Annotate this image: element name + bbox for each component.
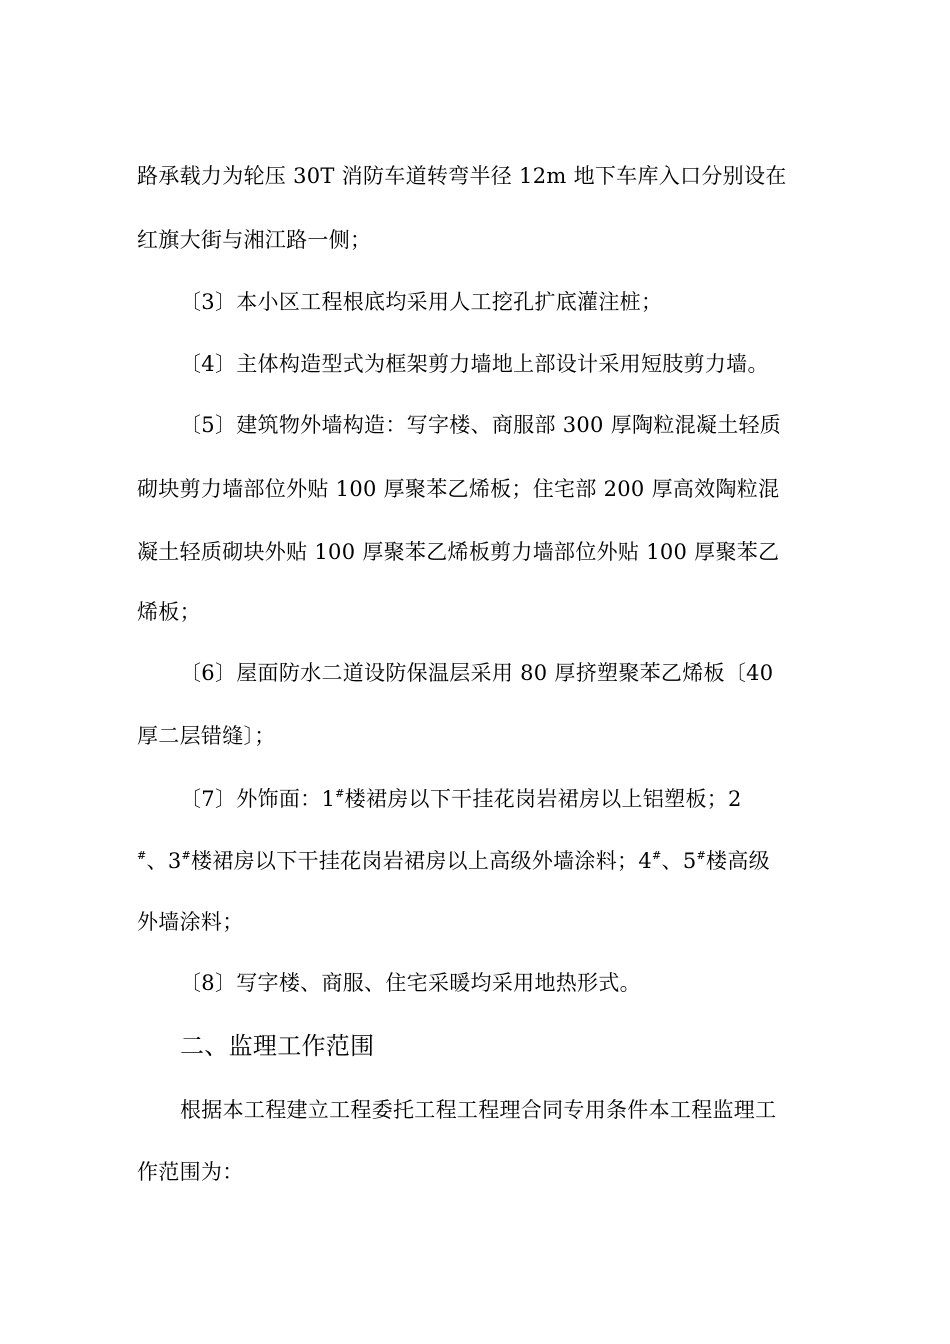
superscript-mark: # (696, 849, 707, 862)
text-run: 楼高级 (706, 849, 770, 873)
text-run: 、3 (146, 849, 182, 873)
body-line: 〔8〕写字楼、商服、住宅采暖均采用地热形式。 (180, 971, 641, 995)
body-line: 红旗大街与湘江路一侧； (137, 228, 372, 252)
body-line: 〔6〕屋面防水二道设防保温层采用 80 厚挤塑聚苯乙烯板〔40 (180, 661, 774, 685)
body-line: 烯板； (137, 600, 201, 624)
body-line: 外墙涂料； (137, 910, 244, 934)
body-line: 厚二层错缝〕； (137, 724, 276, 748)
body-line: 作范围为： (137, 1160, 244, 1184)
body-line: 〔5〕建筑物外墙构造：写字楼、商服部 300 厚陶粒混凝土轻质 (180, 413, 782, 437)
superscript-mark: # (335, 787, 345, 800)
body-line: 砌块剪力墙部位外贴 100 厚聚苯乙烯板；住宅部 200 厚高效陶粒混 (137, 477, 780, 501)
text-run: 〔7〕外饰面：1 (180, 787, 336, 811)
body-line: 路承载力为轮压 30T 消防车道转弯半径 12m 地下车库入口分别设在 (137, 164, 787, 188)
body-line: 〔3〕本小区工程根底均采用人工挖孔扩底灌注桩； (180, 290, 663, 314)
section-heading: 二、监理工作范围 (180, 1032, 375, 1060)
superscript-mark: # (652, 849, 662, 862)
text-run: 楼裙房以下干挂花岗岩裙房以上铝塑板；2 (344, 787, 742, 811)
body-line: 〔4〕主体构造型式为框架剪力墙地上部设计采用短肢剪力墙。 (180, 352, 769, 376)
body-line: 凝土轻质砌块外贴 100 厚聚苯乙烯板剪力墙部位外贴 100 厚聚苯乙 (137, 540, 780, 564)
text-run: 、5 (661, 849, 697, 873)
body-line: 根据本工程建立工程委托工程工程理合同专用条件本工程监理工 (180, 1098, 777, 1122)
body-line (137, 846, 950, 876)
text-run: 楼裙房以下干挂花岗岩裙房以上高级外墙涂料；4 (191, 849, 652, 873)
superscript-mark: # (181, 849, 192, 862)
body-line (180, 784, 950, 814)
superscript-mark: # (137, 849, 147, 862)
